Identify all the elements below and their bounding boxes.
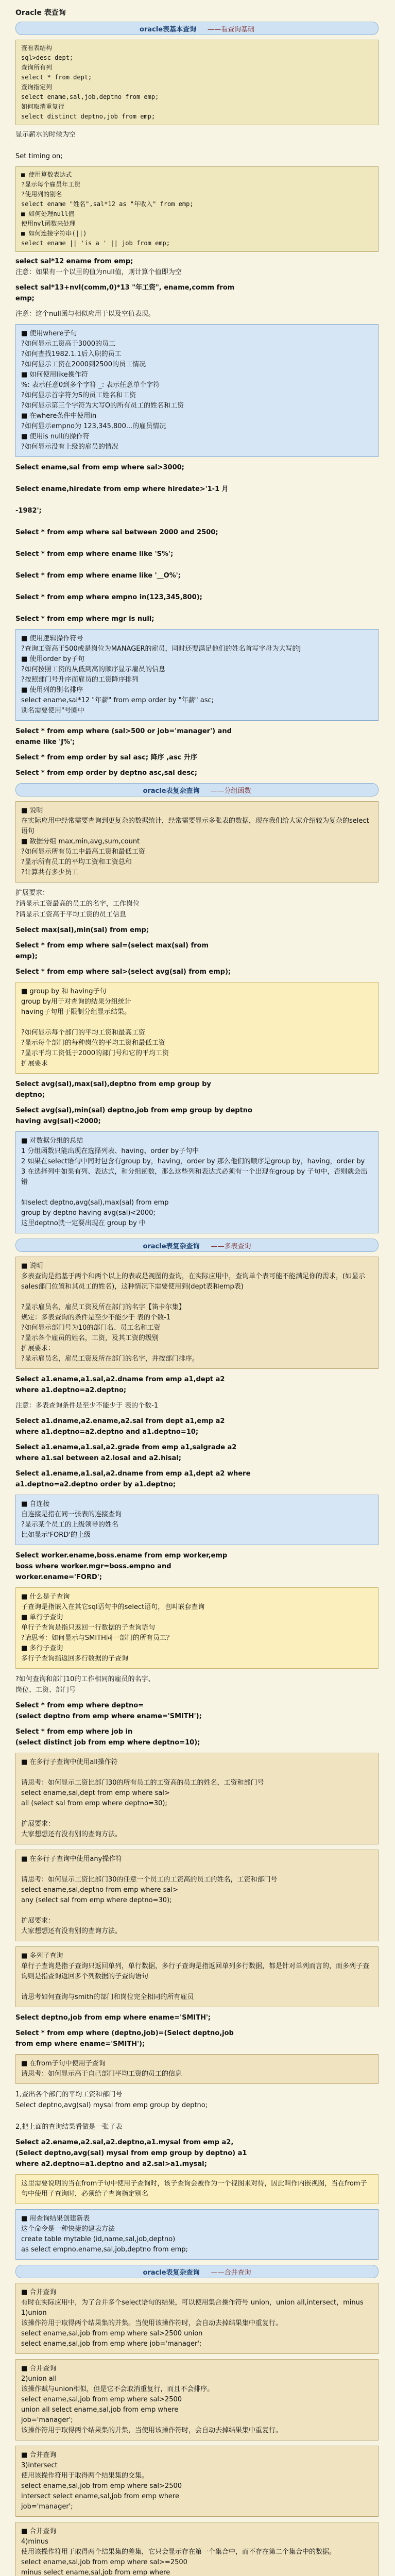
- note-line: 注意：多表查询条件是至少不能少于 表的个数-1: [15, 1402, 159, 1410]
- sql-line: (select deptno from emp where ename='SMITH');: [15, 1713, 202, 1720]
- sql-line: boss where worker.mgr=boss.empno and: [15, 1563, 171, 1570]
- sql-line: from emp where ename='SMITH');: [15, 2040, 145, 2048]
- section-banner: [15, 783, 379, 796]
- info-box: ■ 用查询结果创建新表 这个命令是一种快捷的建表方法 create table mytable (id,name,sal,job,deptno) as select empno,ename,sal,job,deptno from emp;: [15, 2209, 379, 2260]
- sql-line: where a1.deptno=a2.deptno;: [15, 1386, 127, 1394]
- sql-line: Select worker.ename,boss.ename from emp worker,emp: [15, 1552, 228, 1560]
- info-box: 这里需要说明的当在from子句中使用子查询时，该子查询会被作为一个视图来对待，因此叫作内嵌视图，当在from子句中使用子查询时，必须给子查询指定别名: [15, 2174, 379, 2204]
- banner-subtitle: ——看查询基础: [208, 25, 255, 33]
- sql-line: Select * from emp where deptno=: [15, 1702, 144, 1709]
- sql-line: select sal*12 ename from emp;: [15, 258, 133, 265]
- note-line: 注意：这个null函与相似应用于以及空值表现。: [15, 310, 155, 318]
- sql-line: Select * from emp where sal=(select max(sal) from: [15, 942, 209, 950]
- info-box: ■ 说明 多表查询是指基于两个和两个以上的表或是视图的查询，在实际应用中，查询单个表可能不能满足你的需求，(如显示sales部门位置和其员工的姓名)，这种情况下需要使用到(dept表和emp表) ?显示雇员名，雇员工资及所在部门的名字【笛卡尔集】 规定：多表查询的条件是至少不能少于 表的个数-1 ?如何显示部门号为10的部门名、员工名和工资 ?显示各个雇员的姓名，工资，及其工资的级别 扩展要求： ?显示雇员名，雇员工资及所在部门的名字，并按部门排序。: [15, 1257, 379, 1369]
- sql-line: Select * from emp where (deptno,job)=(Select deptno,job: [15, 2029, 234, 2037]
- sql-line: Select a1.ename,a1.sal,a2.grade from emp a1,salgrade a2: [15, 1444, 237, 1451]
- sql-line: select sal*13+nvl(comm,0)*13 "年工资", ename,comm from: [15, 284, 235, 292]
- sql-line: emp;: [15, 295, 35, 302]
- banner-subtitle: ——多表查询: [211, 1242, 251, 1250]
- text-block: ?如何查询和部门10的工作相同的雇员的名字、 岗位、工资、部门号: [15, 1675, 155, 1694]
- banner-title: oracle表基本查询: [139, 25, 197, 33]
- sql-line: Select avg(sal),max(sal),deptno from emp group by: [15, 1080, 211, 1088]
- sql-line: Select * from emp where sal>(select avg(sal) from emp);: [15, 968, 231, 976]
- sql-line: Select * from emp order by sal asc; 降序 ,asc 升序: [15, 754, 197, 761]
- banner-subtitle: ——合并查询: [211, 2268, 251, 2277]
- banner-title: oracle表复杂查询: [143, 787, 200, 795]
- sql-line: Select * from emp order by deptno asc,sal desc;: [15, 769, 197, 777]
- info-box: ■ 多列子查询 单行子查询是指子查询只返回单列，单行数据，多行子查询是指返回单列多行数据，都是针对单列而言的，而多列子查询则是指查询返回多个列数据的子查询语句 请思考如何查询与smith的部门和岗位完全相同的所有雇员: [15, 1946, 379, 2007]
- code-box: 查看表结构 sql>desc dept; 查询所有列 select * from dept; 查询指定列 select ename,sal,job,deptno from emp; 如何取消重复行 select distinct deptno,job from emp;: [15, 40, 379, 125]
- section-banner: [15, 22, 379, 35]
- info-box: ■ 使用逻辑操作符号 ?查询工资高于500或是岗位为MANAGER的雇员，同时还要满足他们的姓名首写字母为大写的J ■ 使用order by子句 ?如何按照工资的从低到高的顺序显示雇员的信息 ?按照部门号升序而雇员的工资降序排列 ■ 使用列的别名排序 select ename,sal*12 "年薪" from emp order by "年薪" asc; 别名需要使用"号圈中: [15, 629, 379, 721]
- sql-line: (select distinct job from emp where deptno=10);: [15, 1739, 200, 1747]
- sql-line: Select a1.ename,a1.sal,a2.dname from emp a1,dept a2 where: [15, 1470, 251, 1478]
- sql-line: Select * from emp where (sal>500 or job='manager') and: [15, 727, 232, 735]
- info-box: ■ 在多行子查询中使用any操作符 请思考：如何显示工资比部门30的任意一个员工的工资高的员工的姓名，工资和部门号 select ename,sal,deptno from emp where sal> any (select sal from emp where deptno=30); 扩展要求： 大家想想还有没有别的查询方法。: [15, 1850, 379, 1941]
- sql-line: Select * from emp where job in: [15, 1728, 133, 1736]
- text-block: 1,查出各个部门的平均工资和部门号 Select deptno,avg(sal) mysal from emp group by deptno; 2,把上面的查询结果看做是一张子表: [15, 2091, 208, 2131]
- sql-line: (Select deptno,avg(sal) mysal from emp group by deptno) a1: [15, 2149, 247, 2157]
- info-box: ■ 合并查询 3)intersect 使用该操作符用于取得两个结果集的交集。 select ename,sal,job from emp where sal>2500 intersect select ename,sal,job from emp where job='manager';: [15, 2446, 379, 2517]
- section-banner: [15, 2265, 379, 2278]
- info-box: ■ 合并查询 4)minus 使用该操作符用于取得两个结果集的差集，它只会显示存在第一个集合中，而不存在第二个集合中的数据。 select ename,sal,job from emp where sal>=2500 minus select ename,sal,job from emp where: [15, 2522, 379, 2576]
- sql-line: Select a1.ename,a1.sal,a2.dname from emp a1,dept a2: [15, 1376, 225, 1383]
- banner-subtitle: ——分组函数: [211, 787, 251, 795]
- sql-line: where a1.sal between a2.losal and a2.hisal;: [15, 1454, 181, 1462]
- info-box: ■ 合并查询 有时在实际应用中，为了合并多个select语句的结果，可以使用集合操作符号 union，union all,intersect，minus 1)union 该操作符用于取得两个结果集的并集。当使用该操作符时，会自动去掉结果集中重复行。 select ename,sal,job from emp where sal>2500 union select ename,sal,job from emp where job='manager';: [15, 2283, 379, 2354]
- sql-block: Select ename,sal from emp where sal>3000; Select ename,hiredate from emp where hiredate>'1-1 月 -1982'; Select * from emp where sal between 2000 and 2500; Select * from emp where ename like 'S%'; Select * from emp where ename like '__O%'; Select * from emp where empno in(123,345,800); Select * from emp where mgr is null;: [15, 464, 229, 623]
- sql-line: where a2.deptno=a1.deptno and a2.sal>a1.mysal;: [15, 2160, 207, 2168]
- sql-line: Select a2.ename,a2.sal,a2.deptno,a1.mysal from emp a2,: [15, 2139, 234, 2146]
- info-box: ■ 说明 在实际应用中经常需要查询到更复杂的数据统计，经常需要显示多张表的数据，现在我们给大家介绍较为复杂的select语句 ■ 数据分组 max,min,avg,sum,count ?如何显示所有员工中最高工资和最低工资 ?显示所有员工的平均工资和工资总和 ?计算共有多少员工: [15, 801, 379, 883]
- info-box: ■ 在from子句中使用子查询 请思考：如何显示高于自己部门平均工资的员工的信息: [15, 2054, 379, 2084]
- sql-line: deptno;: [15, 1091, 45, 1099]
- info-box: ■ 什么是子查询 子查询是指嵌入在其它sql语句中的select语句，也叫嵌套查询 ■ 单行子查询 单行子查询是指只返回一行数据的子查询语句 ?请思考：如何显示与SMITH同一部门的所有员工？ ■ 多行子查询 多行子查询指返回多行数据的子查询: [15, 1587, 379, 1669]
- sql-line: emp);: [15, 953, 38, 960]
- text-block: 扩展要求： ?请显示工资最高的员工的名字，工作岗位 ?请显示工资高于平均工资的员工信息: [15, 889, 140, 919]
- sql-line: Select max(sal),min(sal) from emp;: [15, 926, 149, 934]
- info-box: ■ 合并查询 2)union all 该操作赋与union相似，但是它不会取消重复行，而且不会排序。 select ename,sal,job from emp where sal>2500 union all select ename,sal,job from emp where job='manager'; 该操作符用于取得两个结果集的并集，当使用该操作符时，会自动去掉结果集中重复行。: [15, 2359, 379, 2441]
- sql-line: Select deptno,job from emp where ename='SMITH';: [15, 2014, 211, 2022]
- page-title: Oracle 表查询: [15, 9, 66, 17]
- sql-line: having avg(sal)<2000;: [15, 1117, 101, 1125]
- info-box: ■ 使用where子句 ?如何显示工资高于3000的员工 ?如何查找1982.1.1后入职的员工 ?如何显示工资在2000到2500的员工情况 ■ 如何使用like操作符 %: 表示任意0到多个字符 _: 表示任意单个字符 ?如何显示首字符为S的员工姓名和工资 ?如何显示第三个字符为大写O的所有员工的姓名和工资 ■ 在where条件中使用in ?如何显示empno为 123,345,800...的雇员情况 ■ 使用is null的操作符 ?如何显示没有上级的雇员的情况: [15, 324, 379, 457]
- sql-line: a1.deptno=a2.deptno order by a1.deptno;: [15, 1481, 176, 1488]
- sql-line: Select a1.dname,a2.ename,a2.sal from dept a1,emp a2: [15, 1417, 225, 1425]
- text-block: 显示薪水的时候为空 Set timing on;: [15, 131, 76, 160]
- banner-title: oracle表复杂查询: [143, 1242, 200, 1250]
- code-box: ■ 使用算数表达式 ?显示每个雇员年工资 ?使用列的别名 select ename "姓名",sal*12 as "年收入" from emp; ■ 如何处理null值 使用nvl函数来处理 ■ 如何连接字符串(||) select ename || 'is a ' || job from emp;: [15, 166, 379, 252]
- note-line: 注意：如果有一个以里的值为null值，则计算个值即为空: [15, 268, 182, 276]
- banner-title: oracle表复杂查询: [143, 2268, 200, 2277]
- info-box: ■ 对数据分组的总结 1 分组函数只能出现在选择列表、having、order by子句中 2 如果在select语句中同时包含有group by，having，order by 那么他们的顺序是group by，having，order by 3 在选择列中如果有列、表达式，和分组函数，那么这些列和表达式必须有一个出现在group by 子句中，否则就会出错 如select deptno,avg(sal),max(sal) from emp group by deptno having avg(sal)<2000; 这里deptno就一定要出现在 group by 中: [15, 1131, 379, 1233]
- sql-line: Select avg(sal),min(sal) deptno,job from emp group by deptno: [15, 1107, 252, 1114]
- info-box: ■ 在多行子查询中使用all操作符 请思考：如何显示工资比部门30的所有员工的工资高的员工的姓名，工资和部门号 select ename,sal,dept from emp where sal> all (select sal from emp where deptno=30); 扩展要求： 大家想想还有没有别的查询方法。: [15, 1753, 379, 1844]
- section-banner: [15, 1239, 379, 1252]
- sql-line: where a1.deptno=a2.deptno and a1.deptno=10;: [15, 1428, 199, 1436]
- sql-line: worker.ename='FORD';: [15, 1573, 102, 1581]
- info-box: ■ 自连接 自连接是指在同一张表的连接查询 ?显示某个员工的上级领导的姓名 比如显示'FORD'的上级: [15, 1495, 379, 1545]
- sql-line: ename like 'J%';: [15, 738, 75, 746]
- info-box: ■ group by 和 having子句 group by用于对查询的结果分组统计 having子句用于限制分组显示结果。 ?如何显示每个部门的平均工资和最高工资 ?显示每个部门的每种岗位的平均工资和最低工资 ?显示平均工资低于2000的部门号和它的平均工资 扩展要求: [15, 982, 379, 1074]
